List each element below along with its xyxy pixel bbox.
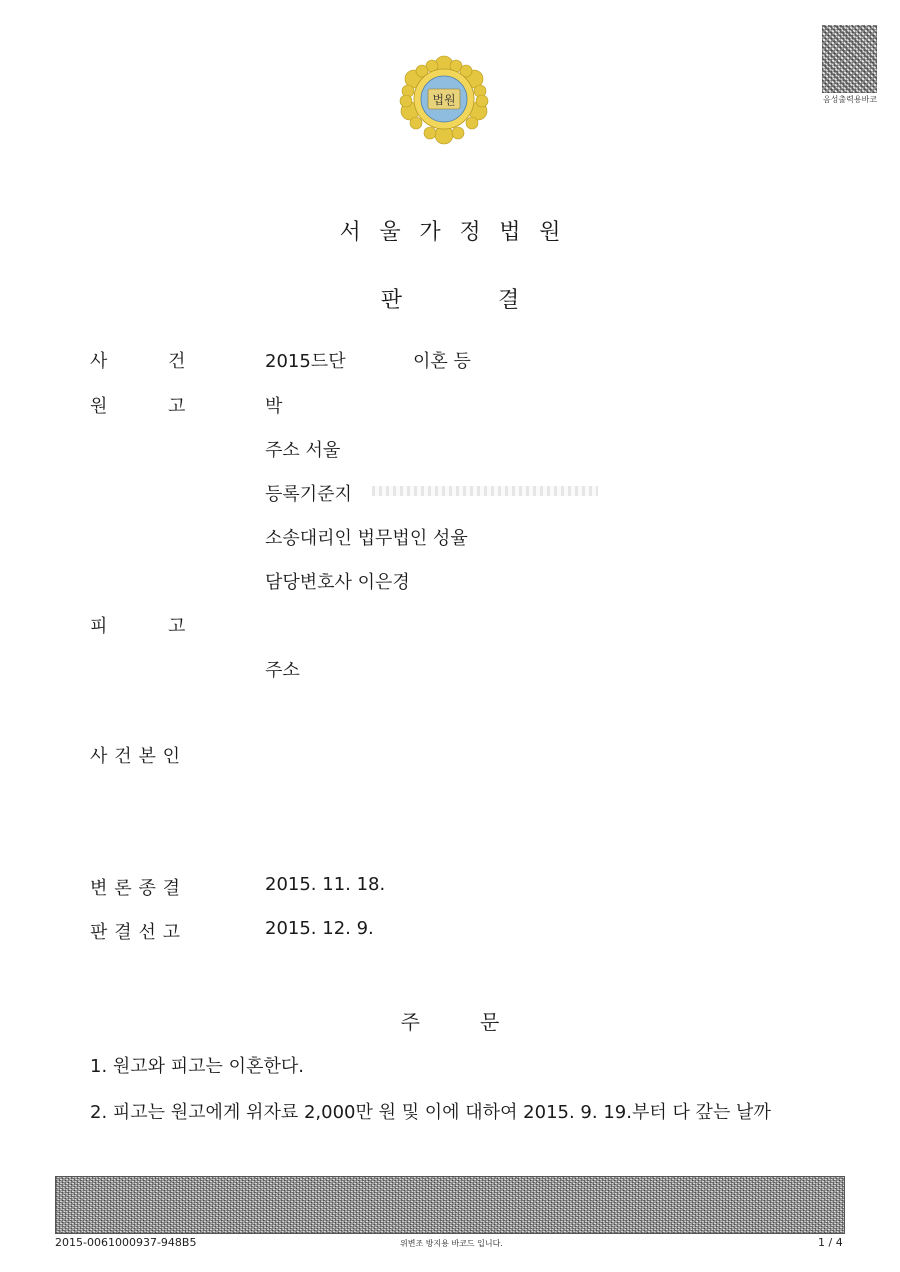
title-char-1: 판 — [380, 288, 402, 313]
principal-label: 사건본인 — [90, 746, 187, 767]
closing-label: 변론종결 — [90, 878, 187, 899]
seal-text: 법원 — [432, 93, 456, 107]
plaintiff-counsel: 소송대리인 법무법인 성율 — [265, 528, 468, 549]
closing-date: 2015. 11. 18. — [265, 874, 386, 895]
document-id: 2015-0061000937-948B5 — [55, 1236, 197, 1249]
court-emblem — [398, 55, 490, 145]
disposition-item: 2. 피고는 원고에게 위자료 2,000만 원 및 이에 대하여 2015. 9. 19.부터 다 갚는 날까 — [90, 1102, 771, 1123]
barcode-note: 위변조 방지용 바코드 입니다. — [400, 1239, 503, 1248]
document-title — [0, 283, 900, 314]
case-name: 이혼 등 — [413, 351, 471, 372]
ruling-label: 판결선고 — [90, 922, 187, 943]
plaintiff-name: 박 — [265, 396, 283, 417]
disposition-item: 1. 원고와 피고는 이혼한다. — [90, 1056, 304, 1077]
redaction-mark — [372, 486, 598, 496]
court-name: 서울가정법원 — [339, 220, 580, 245]
anti-forgery-barcode — [55, 1176, 845, 1234]
qr-caption: 음성출력용바코 — [822, 95, 878, 104]
page-number: 1 / 4 — [818, 1236, 843, 1249]
plaintiff-registry: 등록기준지 — [265, 484, 352, 505]
case-number: 2015드단 — [265, 351, 346, 372]
defendant-address: 주소 — [265, 660, 300, 681]
ruling-date: 2015. 12. 9. — [265, 918, 374, 939]
qr-code — [822, 25, 877, 93]
disposition-heading: 주 문 — [400, 1010, 500, 1034]
plaintiff-address: 주소 서울 — [265, 440, 341, 461]
title-char-2: 결 — [498, 288, 520, 313]
plaintiff-attorney: 담당변호사 이은경 — [265, 572, 410, 593]
